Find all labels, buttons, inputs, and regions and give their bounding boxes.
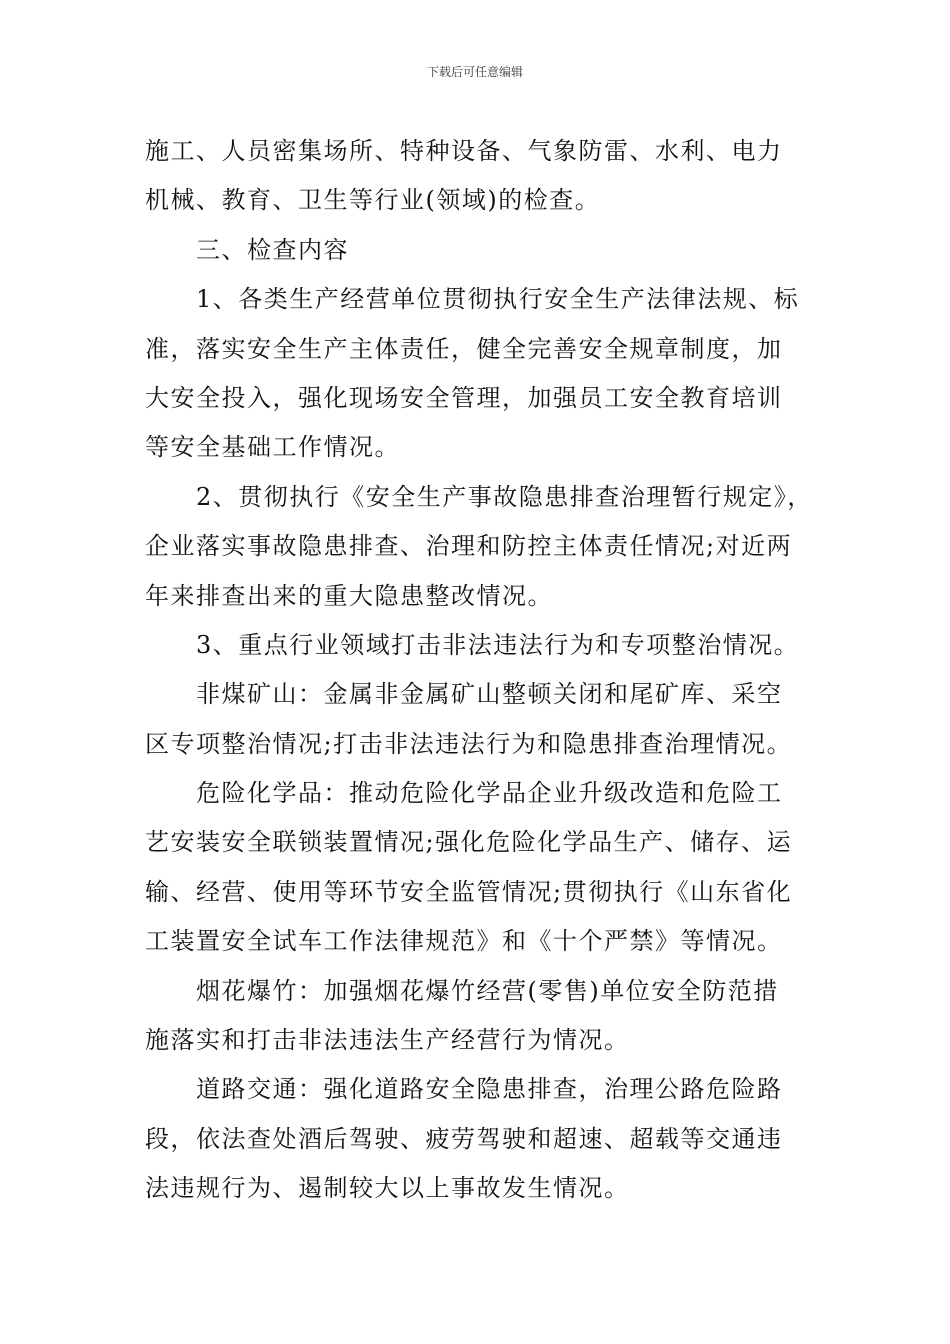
text-line: 道路交通：强化道路安全隐患排查，治理公路危险路 (196, 1075, 783, 1104)
text-line: 法违规行为、遏制较大以上事故发生情况。 (145, 1174, 630, 1203)
text-line: 3、重点行业领域打击非法违法行为和专项整治情况。 (196, 630, 800, 659)
text-line: 机械、教育、卫生等行业(领域)的检查。 (145, 186, 601, 215)
text-line: 烟花爆竹：加强烟花爆竹经营(零售)单位安全防范措 (196, 976, 779, 1005)
text-line: 区专项整治情况;打击非法违法行为和隐患排查治理情况。 (145, 729, 793, 758)
text-line: 施落实和打击非法违法生产经营行为情况。 (145, 1026, 630, 1055)
text-line: 输、经营、使用等环节安全监管情况;贯彻执行《山东省化 (145, 877, 793, 906)
text-line: 危险化学品：推动危险化学品企业升级改造和危险工 (196, 779, 783, 808)
page-header-note: 下载后可任意编辑 (426, 65, 523, 79)
text-line: 企业落实事故隐患排查、治理和防控主体责任情况;对近两 (145, 532, 793, 561)
text-line: 1、各类生产经营单位贯彻执行安全生产法律法规、标 (196, 285, 800, 314)
text-line: 大安全投入，强化现场安全管理，加强员工安全教育培训 (145, 383, 783, 412)
text-line: 三、检查内容 (196, 235, 349, 264)
text-line: 等安全基础工作情况。 (145, 433, 400, 462)
text-line: 施工、人员密集场所、特种设备、气象防雷、水利、电力 (145, 137, 783, 165)
text-line: 艺安装安全联锁装置情况;强化危险化学品生产、储存、运 (145, 828, 793, 857)
text-line: 准，落实安全生产主体责任，健全完善安全规章制度，加 (145, 334, 783, 363)
document-body (145, 127, 825, 1214)
text-line: 工装置安全试车工作法律规范》和《十个严禁》等情况。 (145, 927, 783, 956)
text-line: 段，依法查处酒后驾驶、疲劳驾驶和超速、超载等交通违 (145, 1124, 783, 1153)
text-line: 非煤矿山：金属非金属矿山整顿关闭和尾矿库、采空 (196, 680, 783, 709)
text-line: 年来排查出来的重大隐患整改情况。 (145, 581, 553, 610)
text-line: 2、贯彻执行《安全生产事故隐患排查治理暂行规定》， (196, 482, 813, 511)
